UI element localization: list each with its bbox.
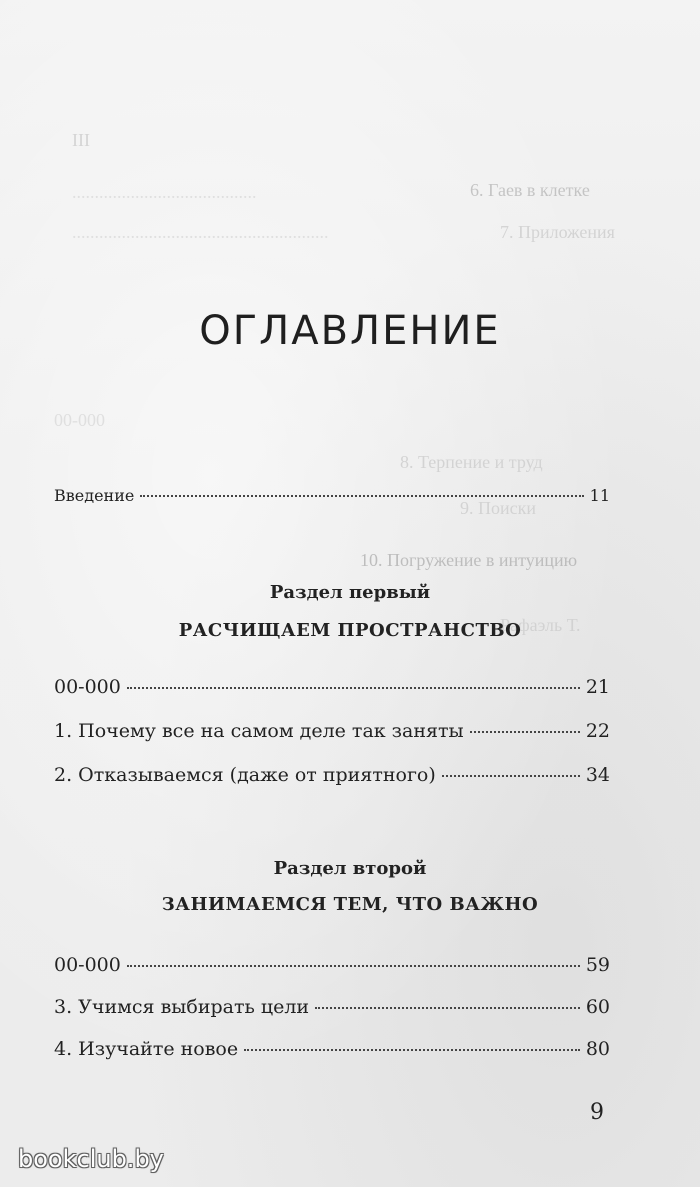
toc-entry (54, 996, 610, 1018)
page-number: 9 (590, 1100, 604, 1125)
watermark: bookclub.by (18, 1145, 164, 1173)
section-title: РАСЧИЩАЕМ ПРОСТРАНСТВО (178, 620, 522, 641)
toc-entry-page: 80 (585, 1038, 610, 1060)
toc-entry-label: 00-000 (54, 676, 121, 698)
leader-dots (127, 687, 580, 689)
leader-dots (470, 731, 580, 733)
bleed-dots: ......................................................... (72, 222, 329, 242)
toc-entry-page: 11 (589, 486, 610, 505)
section-heading: Раздел второй (273, 858, 427, 879)
toc-entry-page: 22 (585, 720, 610, 742)
toc-entry (54, 1038, 610, 1060)
bleed-text: 8. Терпение и труд (400, 452, 543, 472)
leader-dots (127, 965, 580, 967)
toc-entry-label: 4. Изучайте новое (54, 1038, 239, 1060)
toc-entry-label: 2. Отказываемся (даже от приятного) (54, 764, 436, 786)
bleed-text: 9. Поиски (460, 498, 536, 518)
toc-entry-label: 1. Почему все на самом деле так заняты (54, 720, 464, 742)
bleed-text: 7. Приложения (500, 222, 615, 242)
toc-entry (54, 764, 610, 786)
toc-entry (54, 486, 610, 505)
toc-entry-label: 3. Учимся выбирать цели (54, 996, 310, 1018)
section-title: ЗАНИМАЕМСЯ ТЕМ, ЧТО ВАЖНО (161, 894, 539, 915)
leader-dots (140, 495, 583, 497)
toc-entry-page: 60 (585, 996, 610, 1018)
bleed-text: III (72, 130, 90, 150)
bleed-dots: ......................................... (72, 182, 257, 202)
leader-dots (315, 1007, 580, 1009)
page-title: ОГЛАВЛЕНИЕ (199, 308, 501, 354)
toc-entry-page: 34 (585, 764, 610, 786)
section-heading: Раздел первый (269, 582, 431, 603)
leader-dots (244, 1049, 580, 1051)
toc-entry (54, 720, 610, 742)
bleed-text: 00-000 (54, 410, 105, 430)
bleed-text: 10. Погружение в интуицию (360, 550, 578, 570)
toc-entry (54, 676, 610, 698)
toc-entry (54, 954, 610, 976)
toc-entry-page: 21 (585, 676, 610, 698)
bleed-text: 6. Гаев в клетке (470, 180, 590, 200)
leader-dots (442, 775, 580, 777)
toc-entry-page: 59 (585, 954, 610, 976)
bleed-text: Рафаэль Т. (500, 615, 581, 635)
toc-entry-label: 00-000 (54, 954, 121, 976)
toc-entry-label: Введение (54, 486, 135, 505)
